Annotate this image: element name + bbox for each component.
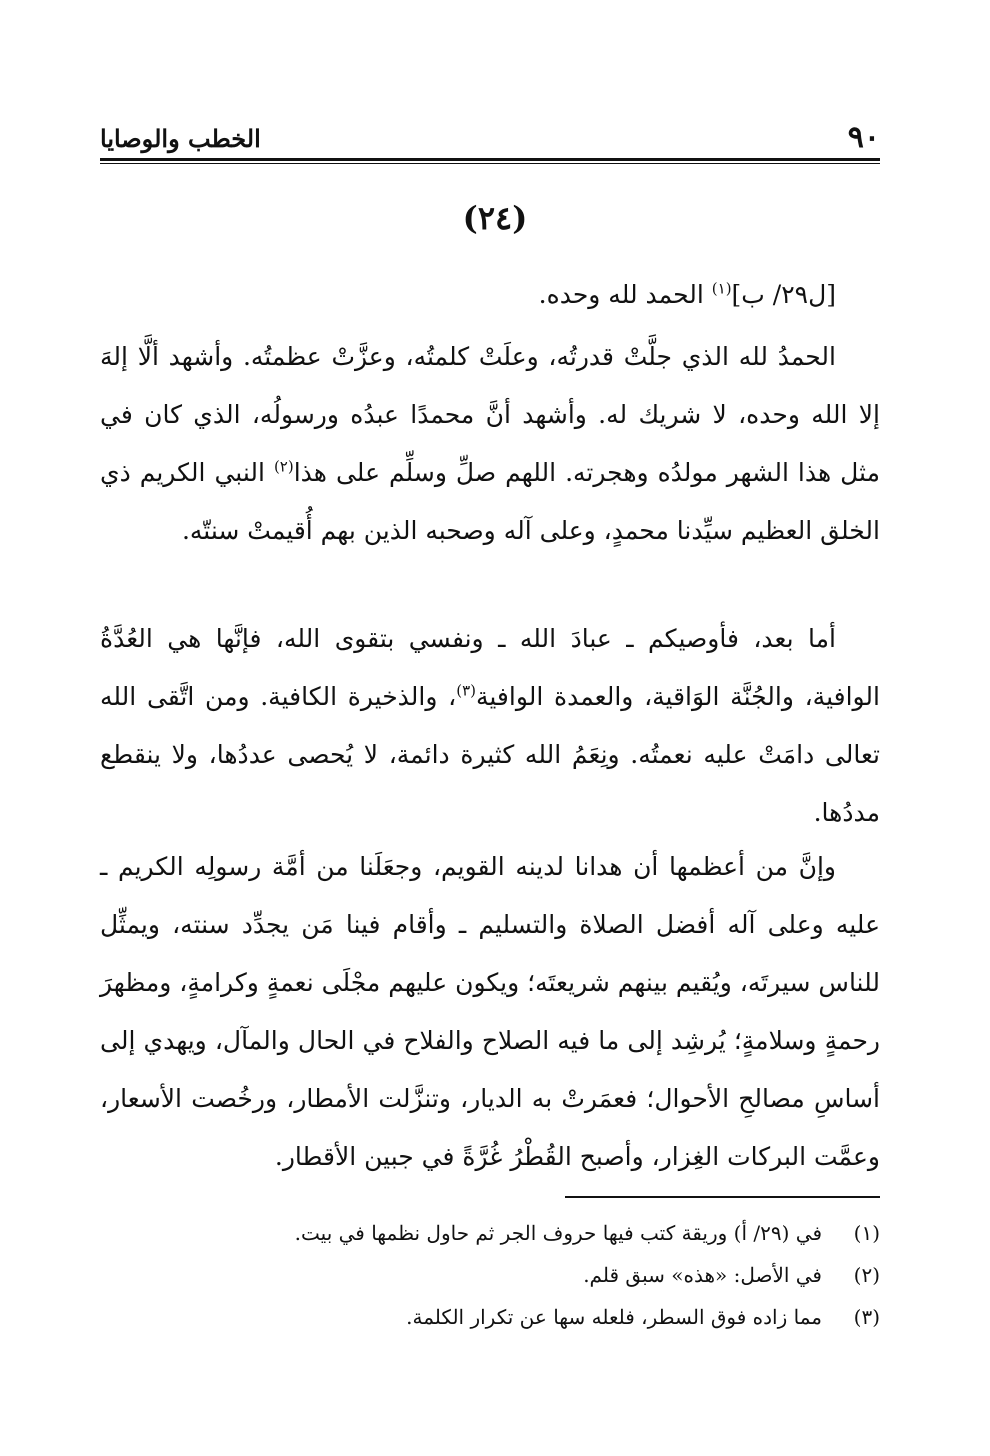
- opening-text: الحمد لله وحده.: [538, 280, 712, 309]
- paragraph-text: ، والذخيرة الكافية. ومن اتَّقى الله تعالى دامَتْ عليه نعمتُه. ونِعَمُ الله كثيرة دائمة، لا يُحصى عددُها، ولا ينقطع مددُها.: [100, 682, 880, 827]
- section-number: (٢٤): [462, 199, 528, 237]
- paragraph-1: [100, 328, 880, 560]
- footnote-1: [100, 1212, 880, 1254]
- header-rule: [100, 158, 880, 161]
- paragraph-3: [100, 838, 880, 1186]
- footnote-number: (١): [853, 1221, 880, 1245]
- manuscript-reference: [ل٢٩/ ب]: [731, 280, 836, 309]
- footnotes: [100, 1212, 880, 1338]
- paragraph-text: النبي الكريم ذي الخلق العظيم سيِّدنا محمدٍ، وعلى آله وصحبه الذين بهم أُقيمتْ سنتّه.: [100, 458, 880, 545]
- footnote-number: (٢): [853, 1263, 880, 1287]
- book-title: الخطب والوصايا: [100, 124, 261, 153]
- page-header: [100, 118, 880, 158]
- footnote-marker: (٣): [456, 681, 476, 700]
- header-rule-thin: [100, 163, 880, 164]
- paragraph-2: [100, 610, 880, 842]
- opening-line: [100, 266, 880, 324]
- paragraph-text: الحمدُ لله الذي جلَّتْ قدرتُه، وعلَتْ كلمتُه، وعزَّتْ عظمتُه. وأشهد ألَّا إلهَ إلا الله وحده، لا شريك له. وأشهد أنَّ محمدًا عبدُه ورسولُه، الذي كان في مثل هذا الشهر مولدُه وهجرته. اللهم صلِّ وسلِّم على هذا: [100, 342, 880, 487]
- footnote-number: (٣): [853, 1305, 880, 1329]
- footnote-marker: (١): [711, 279, 732, 298]
- footnote-separator: [565, 1196, 880, 1198]
- footnote-3: [100, 1296, 880, 1338]
- footnote-text: مما زاده فوق السطر، فلعله سها عن تكرار الكلمة.: [406, 1305, 822, 1329]
- paragraph-text: أما بعد، فأوصيكم ـ عبادَ الله ـ ونفسي بتقوى الله، فإنَّها هي العُدَّةُ الوافية، والجُنَّة الوَاقية، والعمدة الوافية: [100, 624, 880, 711]
- footnote-text: في (٢٩/ أ) وريقة كتب فيها حروف الجر ثم حاول نظمها في بيت.: [294, 1221, 822, 1245]
- footnote-2: [100, 1254, 880, 1296]
- page-number: ٩٠: [847, 120, 880, 155]
- footnote-text: في الأصل: «هذه» سبق قلم.: [583, 1263, 822, 1287]
- footnote-marker: (٢): [273, 457, 294, 476]
- paragraph-text: وإنَّ من أعظمها أن هدانا لدينه القويم، وجعَلَنا من أمَّة رسولِه الكريم ـ عليه وعلى آله أفضل الصلاة والتسليم ـ وأقام فينا مَن يجدِّد سنته، ويمثِّل للناس سيرتَه، ويُقيم بينهم شريعتَه؛ ويكون عليهم مجْلَى نعمةٍ وكرامةٍ، ومظهرَ رحمةٍ وسلامةٍ؛ يُرشِد إلى ما فيه الصلاح والفلاح في الحال والمآل، ويهدي إلى أساسِ مصالحِ الأحوال؛ فعمَرتْ به الديار، وتنزَّلت الأمطار، ورخُصت الأسعار، وعمَّت البركات الغِزار، وأصبح القُطْرُ غُرَّةً في جبين الأقطار.: [100, 852, 880, 1171]
